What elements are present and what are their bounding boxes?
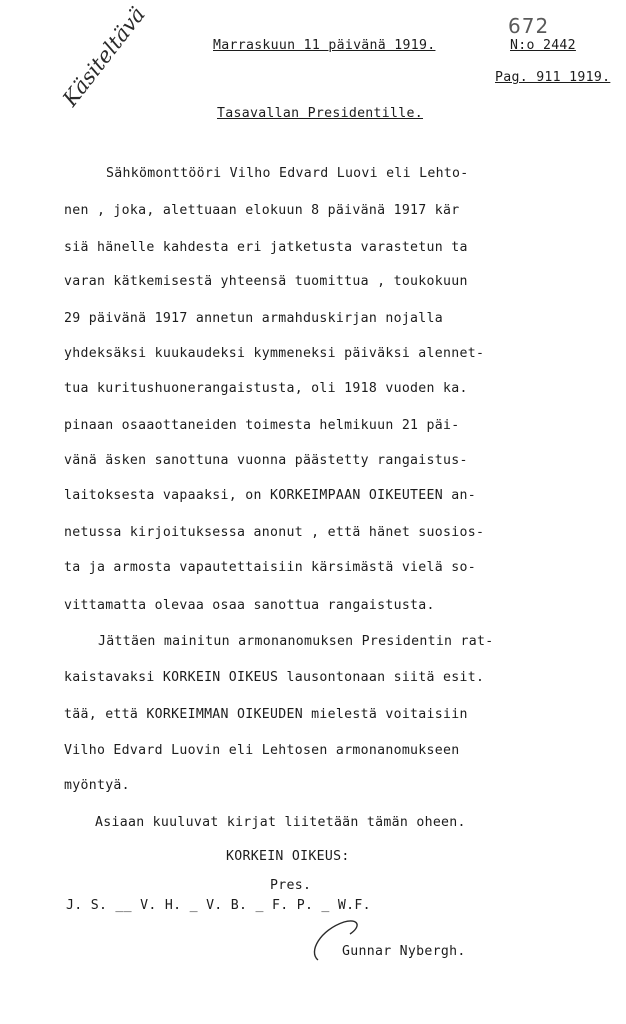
president-abbrev: Pres. xyxy=(270,878,312,893)
body-line xyxy=(0,525,626,545)
body-line-text: Asiaan kuuluvat kirjat liitetään tämän oheen. xyxy=(95,815,466,830)
body-line xyxy=(0,274,626,294)
body-line xyxy=(0,453,626,473)
body-line-text: vittamatta olevaa osaa sanottua rangaistusta. xyxy=(64,598,435,613)
body-line xyxy=(0,598,626,618)
body-line-text: kaistavaksi KORKEIN OIKEUS lausontonaan siitä esit. xyxy=(64,670,485,685)
body-line xyxy=(0,203,626,223)
body-line xyxy=(0,743,626,763)
body-line-text: yhdeksäksi kuukaudeksi kymmeneksi päiväksi alennet- xyxy=(64,346,485,361)
body-line-text: nen , joka, alettuaan elokuun 8 päivänä 1917 kär xyxy=(64,203,460,218)
body-line-text: pinaan osaaottaneiden toimesta helmikuun 21 päi- xyxy=(64,418,460,433)
body-line xyxy=(0,488,626,508)
addressee-title: Tasavallan Presidentille. xyxy=(217,106,423,121)
body-line-text: tää, että KORKEIMMAN OIKEUDEN mielestä voitaisiin xyxy=(64,707,468,722)
body-line-text: myöntyä. xyxy=(64,778,130,793)
body-line-text: Vilho Edvard Luovin eli Lehtosen armonanomukseen xyxy=(64,743,460,758)
archive-pencil-number: 672 xyxy=(508,14,550,38)
body-line-text: 29 päivänä 1917 annetun armahduskirjan nojalla xyxy=(64,311,444,326)
body-line xyxy=(0,560,626,580)
body-line xyxy=(0,346,626,366)
body-line-text: netussa kirjoituksessa anonut , että hänet suosios- xyxy=(64,525,485,540)
body-line-text: ta ja armosta vapautettaisiin kärsimästä vielä so- xyxy=(64,560,476,575)
body-line-text: Sähkömonttööri Vilho Edvard Luovi eli Lehto- xyxy=(106,166,469,181)
judges-initials: J. S. __ V. H. _ V. B. _ F. P. _ W.F. xyxy=(66,898,371,913)
body-line xyxy=(0,240,626,260)
body-line-text: siä hänelle kahdesta eri jatketusta varastetun ta xyxy=(64,240,468,255)
body-line xyxy=(0,670,626,690)
body-line xyxy=(0,815,626,835)
court-signature-heading: KORKEIN OIKEUS: xyxy=(226,849,350,864)
page-reference: Pag. 911 1919. xyxy=(495,70,611,85)
document-number: N:o 2442 xyxy=(510,38,576,53)
signature-name: Gunnar Nybergh. xyxy=(342,944,466,959)
body-line xyxy=(0,166,626,186)
document-date: Marraskuun 11 päivänä 1919. xyxy=(213,38,436,53)
body-line xyxy=(0,418,626,438)
body-line-text: tua kuritushuonerangaistusta, oli 1918 vuoden ka. xyxy=(64,381,468,396)
body-line-text: varan kätkemisestä yhteensä tuomittua , toukokuun xyxy=(64,274,468,289)
body-line xyxy=(0,707,626,727)
signature-flourish xyxy=(300,912,380,972)
handwritten-margin-note: Käsiteltävä xyxy=(58,2,150,111)
body-line-text: laitoksesta vapaaksi, on KORKEIMPAAN OIKEUTEEN an- xyxy=(64,488,476,503)
body-line xyxy=(0,311,626,331)
body-line xyxy=(0,634,626,654)
body-line-text: vänä äsken sanottuna vuonna päästetty rangaistus- xyxy=(64,453,468,468)
body-line-text: Jättäen mainitun armonanomuksen Presidentin rat- xyxy=(98,634,494,649)
body-line xyxy=(0,381,626,401)
body-line xyxy=(0,778,626,798)
